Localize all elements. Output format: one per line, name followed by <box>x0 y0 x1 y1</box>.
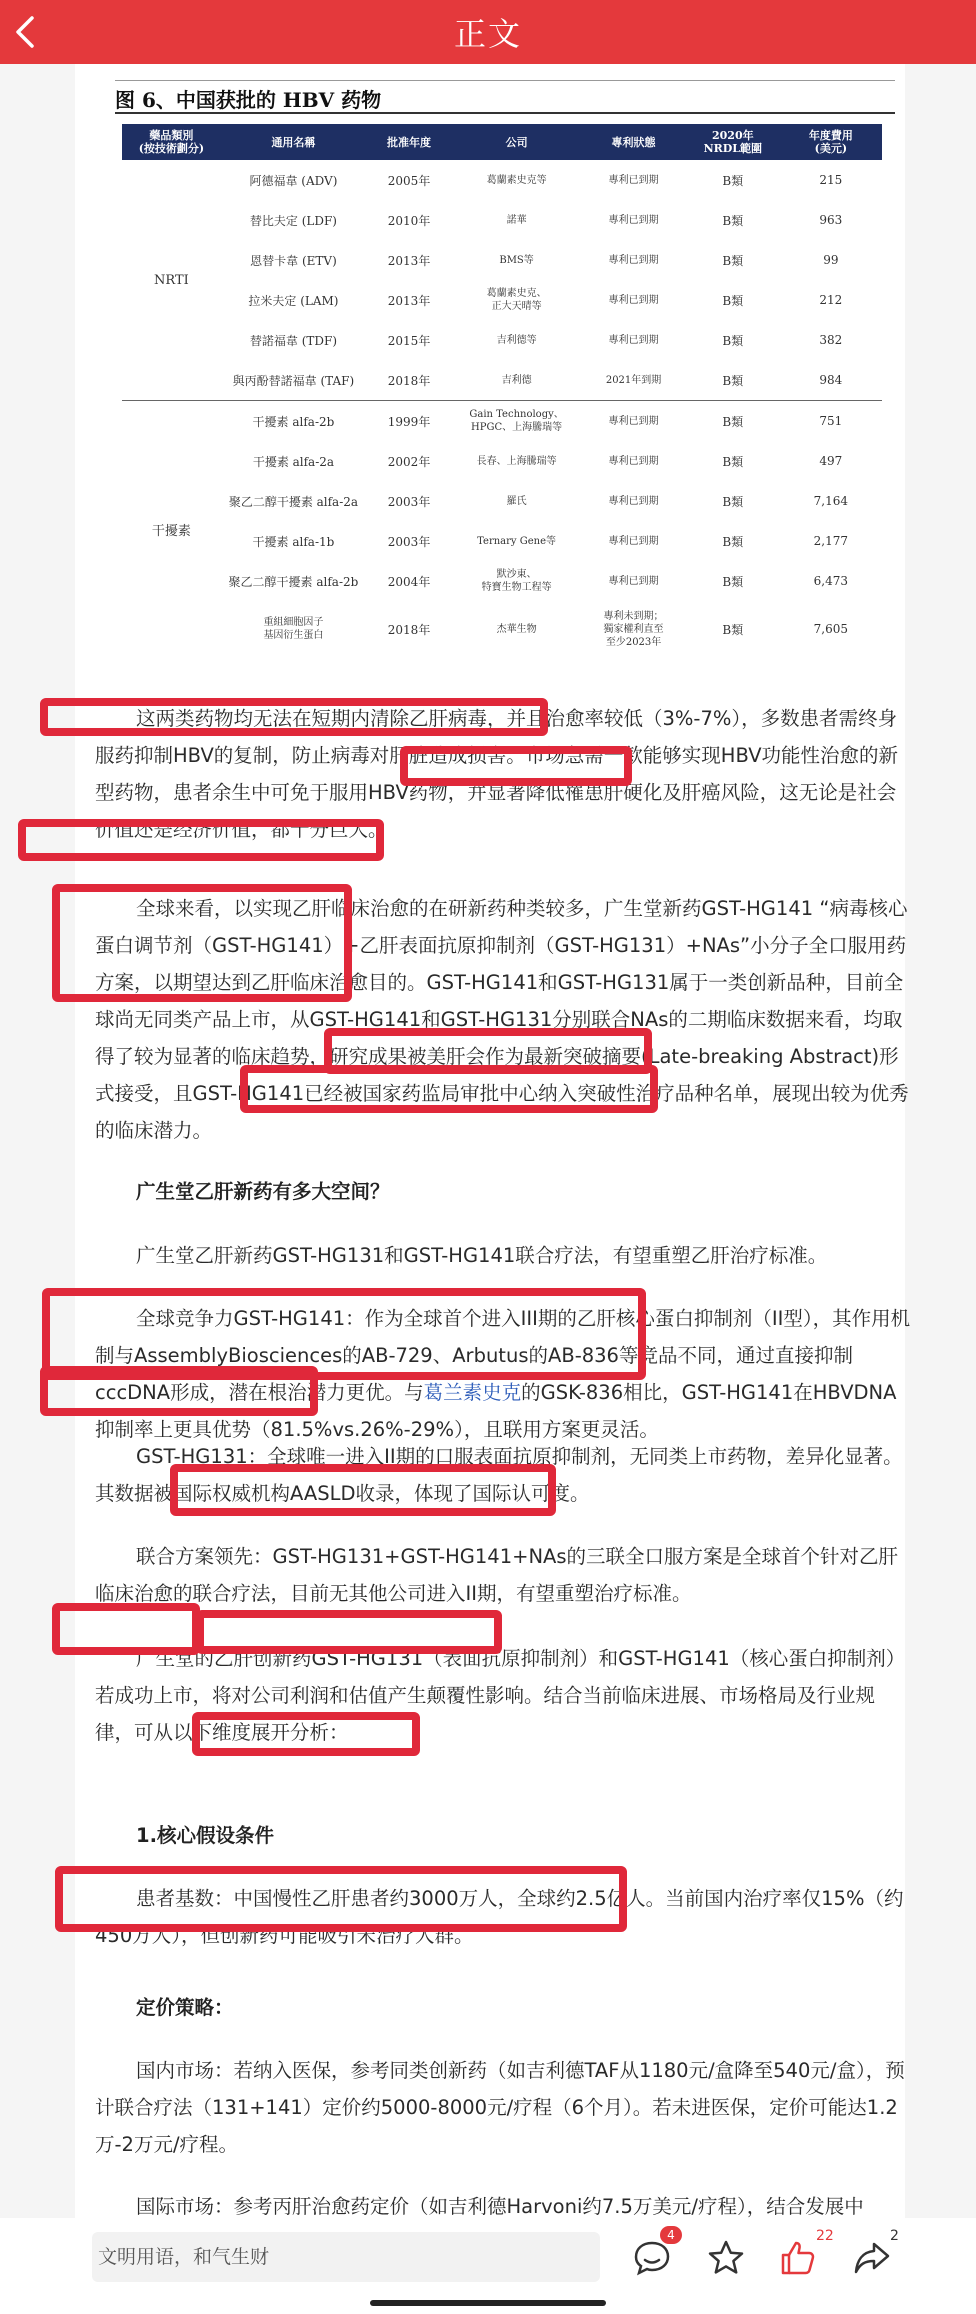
table-cell: 恩替卡韋 (ETV) <box>250 253 337 268</box>
table-cell: 2004年 <box>387 574 431 589</box>
bottom-action-bar <box>0 2218 976 2314</box>
table-cell: 拉米夫定 (LAM) <box>248 293 339 308</box>
table-cell: 阿德福韋 (ADV) <box>249 173 338 188</box>
table-cell: 干擾素 alfa-2b <box>221 401 366 442</box>
table-cell: BMS等 <box>499 254 534 266</box>
share-button[interactable] <box>852 2228 912 2286</box>
table-cell: 2021年到期 <box>605 374 662 386</box>
table-cell: 專利已到期 <box>608 334 659 346</box>
table-cell: 215 <box>819 173 843 187</box>
company-link[interactable]: 葛兰素史克 <box>423 1381 522 1404</box>
table-cell: B類 <box>722 574 744 589</box>
table-cell: 吉利德 <box>501 374 532 386</box>
share-icon <box>852 2238 892 2278</box>
table-cell: 2013年 <box>387 293 431 308</box>
table-cell: 專利已到期 <box>608 535 659 547</box>
figure-top-rule <box>115 80 895 81</box>
back-arrow-icon[interactable] <box>8 12 48 52</box>
table-cell: B類 <box>722 494 744 509</box>
table-cell: 吉利德等 <box>496 334 537 346</box>
paragraph-6: 联合方案领先：GST-HG131+GST-HG141+NAs的三联全口服方案是全球首个针对乙肝临床治愈的联合疗法，目前无其他公司进入II期，有望重塑治疗标准。 <box>95 1545 899 1605</box>
favorite-button[interactable] <box>706 2232 766 2286</box>
col-header: 批准年度 <box>366 124 452 160</box>
heading-pricing: 定价策略： <box>136 1996 234 2019</box>
table-cell: 2015年 <box>387 333 431 348</box>
table-cell: 專利已到期 <box>581 401 686 442</box>
heading-space: 广生堂乙肝新药有多大空间？ <box>136 1180 390 1203</box>
table-cell: 2010年 <box>387 213 431 228</box>
table-row <box>122 280 882 320</box>
table-row <box>122 200 882 240</box>
table-cell: 專利已到期 <box>608 254 659 266</box>
table-cell: 2002年 <box>387 454 431 469</box>
table-row <box>122 521 882 561</box>
table-row <box>122 240 882 280</box>
table-cell: 7,164 <box>813 494 848 508</box>
table-cell: 2003年 <box>387 494 431 509</box>
table-cell: 聚乙二醇干擾素 alfa-2a <box>228 494 359 509</box>
table-cell: B類 <box>722 373 744 388</box>
table-cell: 羅氏 <box>506 495 527 507</box>
table-cell: 2018年 <box>387 622 431 637</box>
table-cell: 專利已到期 <box>608 495 659 507</box>
table-row <box>122 441 882 481</box>
table-cell: 專利已到期 <box>608 455 659 467</box>
highlight-box <box>240 1065 658 1113</box>
category-cell: 干擾素 <box>122 401 221 658</box>
table-cell: B類 <box>722 333 744 348</box>
table-cell: 與丙酚替諾福韋 (TAF) <box>232 373 355 388</box>
like-button[interactable] <box>778 2228 838 2286</box>
table-cell: B類 <box>686 401 780 442</box>
table-cell: 2013年 <box>387 253 431 268</box>
table-row <box>122 320 882 360</box>
comment-count-badge: 4 <box>660 2226 682 2244</box>
table-cell: 專利已到期 <box>608 214 659 226</box>
table-cell: 默沙東、 特寶生物工程等 <box>481 569 552 593</box>
highlight-box <box>196 1610 502 1654</box>
table-row <box>122 360 882 401</box>
table-cell: Ternary Gene等 <box>477 535 557 547</box>
col-header: 通用名稱 <box>221 124 366 160</box>
table-cell: B類 <box>722 534 744 549</box>
table-cell: 專利未到期； 獨家權利直至 至少2023年 <box>603 610 664 648</box>
col-header: 2020年 NRDL範圍 <box>686 124 780 160</box>
table-cell: 751 <box>780 401 882 442</box>
highlight-box <box>400 746 632 786</box>
table-cell: 重組細胞因子 基因衍生蛋白 <box>263 617 324 641</box>
table-cell: 杰華生物 <box>496 623 537 635</box>
highlight-box <box>40 698 548 736</box>
table-cell: 984 <box>819 373 843 387</box>
table-cell: 2018年 <box>387 373 431 388</box>
thumbs-up-icon <box>778 2238 818 2278</box>
table-cell: Gain Technology、 HPGC、上海騰瑞等 <box>452 401 581 442</box>
table-cell: 7,605 <box>813 622 848 636</box>
table-cell: B類 <box>722 454 744 469</box>
comment-button[interactable] <box>632 2228 692 2286</box>
page-title: 正文 <box>453 15 522 53</box>
col-header: 年度費用 (美元) <box>780 124 882 160</box>
table-cell: 聚乙二醇干擾素 alfa-2b <box>228 574 359 589</box>
highlight-box <box>170 1464 556 1516</box>
table-cell: 專利已到期 <box>608 294 659 306</box>
table-cell: B類 <box>722 293 744 308</box>
table-cell: 替比夫定 (LDF) <box>249 213 337 228</box>
highlight-box <box>40 1366 318 1416</box>
like-count: 22 <box>816 2228 834 2244</box>
col-header: 專利狀態 <box>581 124 686 160</box>
col-header: 藥品類別 (按技術劃分) <box>122 124 221 160</box>
paragraph-8: 患者基数：中国慢性乙肝患者约3000万人，全球约2.5亿人。当前国内治疗率仅15%（约450万人），但创新药可能吸引未治疗人群。 <box>95 1887 904 1947</box>
highlight-box <box>52 1603 200 1655</box>
table-row <box>122 481 882 521</box>
table-cell: 葛蘭素史克、 正大天晴等 <box>486 288 547 312</box>
star-icon <box>706 2238 746 2278</box>
table-cell: B類 <box>722 173 744 188</box>
table-row <box>122 160 882 200</box>
table-cell: B類 <box>722 213 744 228</box>
figure-title-rule <box>115 112 895 114</box>
col-header: 公司 <box>452 124 581 160</box>
table-cell: 497 <box>819 454 843 468</box>
table-row <box>122 601 882 657</box>
table-row <box>122 401 882 442</box>
table-cell: 諾華 <box>506 214 527 226</box>
table-cell: 專利已到期 <box>608 174 659 186</box>
table-cell: 212 <box>819 293 843 307</box>
table-cell: B類 <box>722 253 744 268</box>
paragraph-2: 全球来看，以实现乙肝临床治愈的在研新药种类较多，广生堂新药GST-HG141 “病毒核心蛋白调节剂（GST-HG141）+乙肝表面抗原抑制剂（GST-HG131）+NAs”小分子全口服用药方案，以期望达到乙肝临床治愈目的。GST-HG141和GST-HG131属于一类创新品种，目前全球尚无同类产品上市，从GST-HG141和GST-HG131分别联合NAs的二期临床数据来看，均取得了较为显著的临床趋势，研究成果被美肝会作为最新突破摘要(Late-breaking Abstract)形式接受，且GST-HG141已经被国家药监局审批中心纳入突破性治疗品种名单，展现出较为优秀的临床潜力。 <box>95 897 909 1142</box>
table-cell: B類 <box>722 622 744 637</box>
paragraph-10: 国际市场：参考丙肝治愈药定价（如吉利德Harvoni约7.5万美元/疗程），结合发展中 <box>136 2195 864 2218</box>
table-cell: 99 <box>823 253 839 267</box>
table-cell: 1999年 <box>366 401 452 442</box>
highlight-box <box>18 819 384 861</box>
comment-input[interactable]: 文明用语，和气生财 <box>92 2232 600 2282</box>
table-cell: 6,473 <box>813 574 848 588</box>
table-cell: 963 <box>819 213 843 227</box>
home-indicator <box>370 2300 606 2306</box>
table-row <box>122 561 882 601</box>
category-cell: NRTI <box>154 272 189 288</box>
table-cell: 長春、上海騰瑞等 <box>476 455 557 467</box>
table-cell: 382 <box>819 333 843 347</box>
table-cell: 專利已到期 <box>608 575 659 587</box>
heading-assumptions: 1.核心假设条件 <box>136 1824 274 1847</box>
table-cell: 干擾素 alfa-1b <box>252 534 335 549</box>
table-cell: 替諾福韋 (TDF) <box>249 333 338 348</box>
share-count: 2 <box>890 2228 899 2244</box>
paragraph-9: 国内市场：若纳入医保，参考同类创新药（如吉利德TAF从1180元/盒降至540元/盒），预计联合疗法（131+141）定价约5000-8000元/疗程（6个月）。若未进医保，定价可能达1.2万-2万元/疗程。 <box>95 2059 905 2156</box>
table-cell: 2005年 <box>387 173 431 188</box>
table-cell: 葛蘭素史克等 <box>486 174 547 186</box>
paragraph-3: 广生堂乙肝新药GST-HG131和GST-HG141联合疗法，有望重塑乙肝治疗标准。 <box>136 1244 828 1267</box>
paragraph-5: GST-HG131：全球唯一进入II期的口服表面抗原抑制剂，无同类上市药物，差异化显著。其数据被国际权威机构AASLD收录，体现了国际认可度。 <box>95 1445 903 1505</box>
paragraph-4: 全球竞争力GST-HG141：作为全球首个进入III期的乙肝核心蛋白抑制剂（II型），其作用机制与AssemblyBiosciences的AB-729、Arbutus的AB-836等竞品不同，通过直接抑制cccDNA形成，潜在根治潜力更优。与葛兰素史克的GSK-836相比，GST-HG141在HBVDNA抑制率上更具优势（81.5%vs.26%-29%），且联用方案更灵活。 <box>95 1307 911 1441</box>
table-cell: 2003年 <box>387 534 431 549</box>
comment-icon <box>632 2238 672 2278</box>
highlight-box <box>52 884 352 1002</box>
table-cell: 2,177 <box>813 534 848 548</box>
highlight-box <box>192 1712 420 1756</box>
top-bar <box>0 0 976 64</box>
paragraph-7: 广生堂的乙肝创新药GST-HG131（表面抗原抑制剂）和GST-HG141（核心蛋白抑制剂）若成功上市，将对公司利润和估值产生颠覆性影响。结合当前临床进展、市场格局及行业规律，可从以下维度展开分析： <box>95 1647 906 1744</box>
highlight-box <box>55 1866 627 1932</box>
hbv-drug-table <box>122 124 882 657</box>
table-cell: 干擾素 alfa-2a <box>252 454 335 469</box>
figure-title: 图 6、中国获批的 HBV 药物 <box>115 88 382 112</box>
paragraph-1: 这两类药物均无法在短期内清除乙肝病毒，并且治愈率较低（3%-7%），多数患者需终身服药抑制HBV的复制，防止病毒对肝脏造成损害。市场急需一款能够实现HBV功能性治愈的新型药物，患者余生中可免于服用HBV药物，并显著降低罹患肝硬化及肝癌风险，这无论是社会价值还是经济价值，都十分巨大。 <box>95 707 899 841</box>
